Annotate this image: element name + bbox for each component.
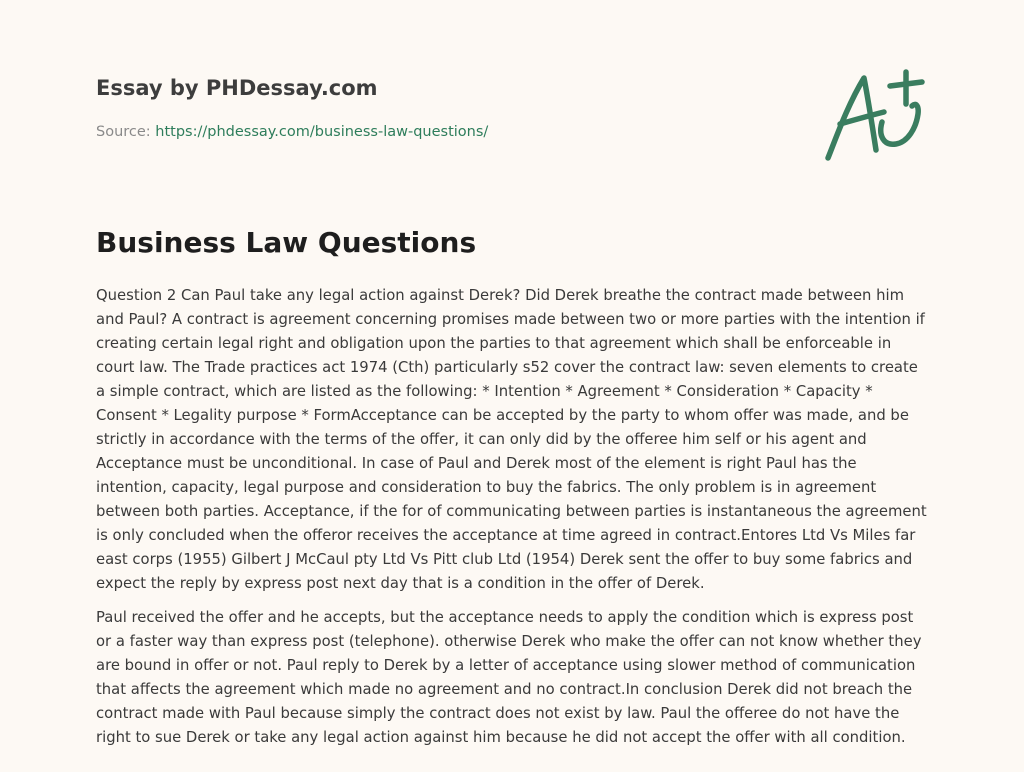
source-label: Source: [96,124,156,140]
essay-paragraph: Question 2 Can Paul take any legal action against Derek? Did Derek breathe the contract made between him and Paul? A contract is agreement concerning promises made between two or more parties with the intention if creating certain legal right and obligation upon the parties to that agreement which shall be enforceable in court law. The Trade practices act 1974 (Cth) particularly s52 cover the contract law: seven elements to create a simple contract, which are listed as the following: * Intention * Agreement * Consideration * Capacity * Consent * Legality purpose * FormAcceptance can be accepted by the party to whom offer was made, and be strictly in accordance with the terms of the offer, it can only did by the offeree him self or his agent and Acceptance must be unconditional. In case of Paul and Derek most of the element is right Paul has the intention, capacity, legal purpose and consideration to buy the fabrics. The only problem is in agreement between both parties. Acceptance, if the for of communicating between parties is instantaneous the agreement is only concluded when the offeror receives the acceptance at time agreed in contract.Entores Ltd Vs Miles far east corps (1955) Gilbert J McCaul pty Ltd Vs Pitt club Ltd (1954) Derek sent the offer to buy some fabrics and expect the reply by express post next day that is a condition in the offer of Derek. [96,287,927,592]
site-title: Essay by PHDessay.com [96,76,378,100]
essay-body [96,284,930,760]
essay-paragraph: Paul received the offer and he accepts, but the acceptance needs to apply the condition which is express post or a faster way than express post (telephone). otherwise Derek who make the offer can not know whether they are bound in offer or not. Paul reply to Derek by a letter of acceptance using slower method of communication that affects the agreement which made no agreement and no contract.In conclusion Derek did not breach the contract made with Paul because simply the contract does not exist by law. Paul the offeree do not have the right to sue Derek or take any legal action against him because he did not accept the offer with all condition. [96,609,922,746]
source-link[interactable]: https://phdessay.com/business-law-questions/ [155,124,489,140]
a-plus-logo-icon [822,66,928,166]
source-line [96,124,488,140]
essay-title: Business Law Questions [96,226,477,259]
